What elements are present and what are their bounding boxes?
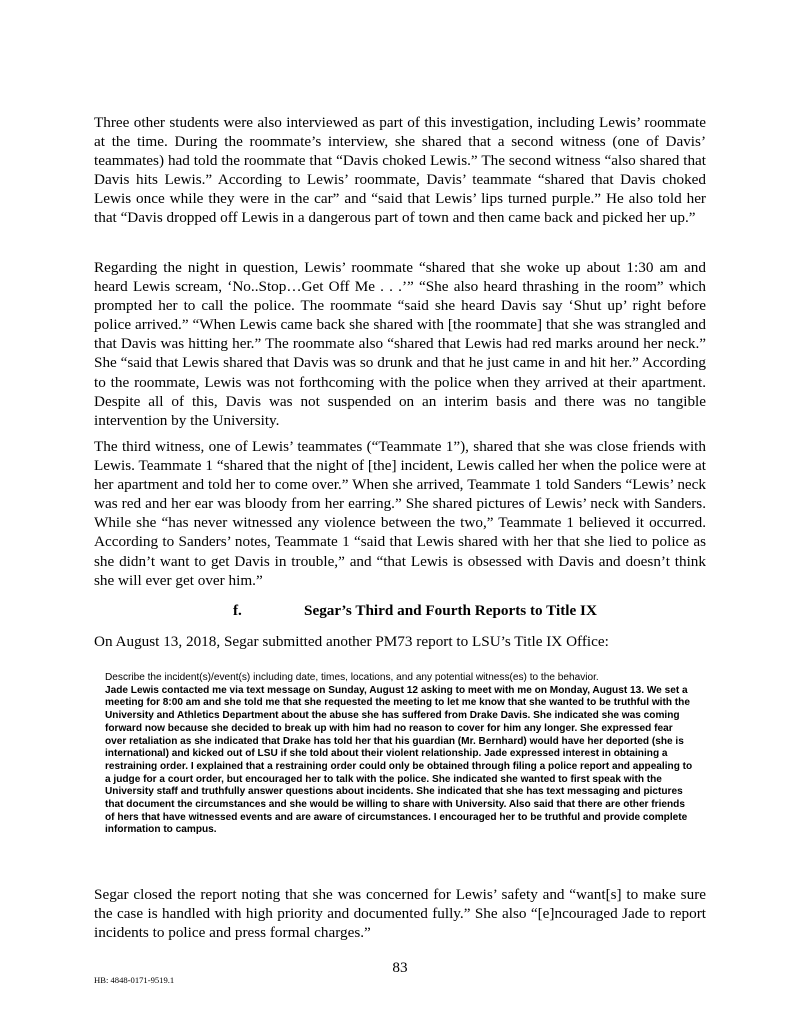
paragraph-report-intro: On August 13, 2018, Segar submitted another PM73 report to LSU’s Title IX Office: [94,633,609,650]
report-excerpt [105,672,695,837]
report-prompt: Describe the incident(s)/event(s) including date, times, locations, and any potential witness(es) to the behavior. [105,672,599,683]
paragraph-third-witness: The third witness, one of Lewis’ teammates (“Teammate 1”), shared that she was close friends with Lewis. Teammate 1 “shared that the night of [the] incident, Lewis called her when the police were at her apartment and told her to come over.” When she arrived, Teammate 1 told Sanders “Lewis’ neck was red and her ear was bloody from her earring.” She shared pictures of Lewis’ neck with Sanders. While she “has never witnessed any violence between the two,” Teammate 1 believed it occurred. According to Sanders’ notes, Teammate 1 “said that Lewis shared with her that she lied to police as she didn’t want to get Davis in trouble,” and “that Lewis is obsessed with Davis and doesn’t think she will ever get over him.” [94,438,706,589]
report-answer: Jade Lewis contacted me via text message on Sunday, August 12 asking to meet with me on Monday, August 13. We set a meeting for 8:00 am and she told me that she requested the meeting to let me know that she wanted to be truthful with the University and Athletics Department about the abuse she has suffered from Drake Davis. She indicated she was coming forward now because she decided to break up with him had no reason to cover for him any longer. She expressed fear over retaliation as she indicated that Drake has told her that his guardian (Mr. Bernhard) would have her deported (she is international) and kicked out of LSU if she told about their violent relationship. Jade expressed interest in obtaining a restraining order. I explained that a restraining order could only be obtained through filing a police report and appealing to a judge for a court order, but encouraged her to talk with the police. She indicated she wanted to first speak with the University staff and truthfully answer questions about incidents. She indicated that she has text messaging and pictures that document the circumstances and she would be willing to share with University. Also said that there are other friends of hers that have witnessed events and are aware of circumstances. I encouraged her to be truthful and provide complete information to campus. [105,684,693,836]
section-title: Segar’s Third and Fourth Reports to Title IX [304,602,597,619]
document-id: HB: 4848-0171-9519.1 [94,975,175,985]
paragraph-report-closing: Segar closed the report noting that she was concerned for Lewis’ safety and “want[s] to make sure the case is handled with high priority and documented fully.” She also “[e]ncouraged Jade to report incidents to police and press formal charges.” [94,886,706,942]
paragraph-night-in-question: Regarding the night in question, Lewis’ roommate “shared that she woke up about 1:30 am and heard Lewis scream, ‘No..Stop…Get Off Me . . .’” “She also heard thrashing in the room” which prompted her to call the police. The roommate “said she heard Davis say ‘Shut up’ right before police arrived.” “When Lewis came back she shared with [the roommate] that she was strangled and that Davis was hitting her.” The roommate also “shared that Lewis had red marks around her neck.” She “said that Lewis shared that Davis was so drunk and that he just came in and hit her.” According to the roommate, Lewis was not forthcoming with the police when they arrived at their apartment. Despite all of this, Davis was not suspended on an interim basis and there was no tangible intervention by the University. [94,259,706,429]
page-number: 83 [392,959,408,976]
section-number: f. [233,602,242,619]
paragraph-roommate-interview: Three other students were also interviewed as part of this investigation, including Lewis’ roommate at the time. During the roommate’s interview, she shared that a second witness (one of Davis’ teammates) had told the roommate that “Davis choked Lewis.” The second witness “also shared that Davis hits Lewis.” According to Lewis’ roommate, Davis’ teammate “shared that Davis choked Lewis once while they were in the car” and “said that Lewis’ lips turned purple.” He also told her that “Davis dropped off Lewis in a dangerous part of town and then came back and picked her up.” [94,114,706,227]
